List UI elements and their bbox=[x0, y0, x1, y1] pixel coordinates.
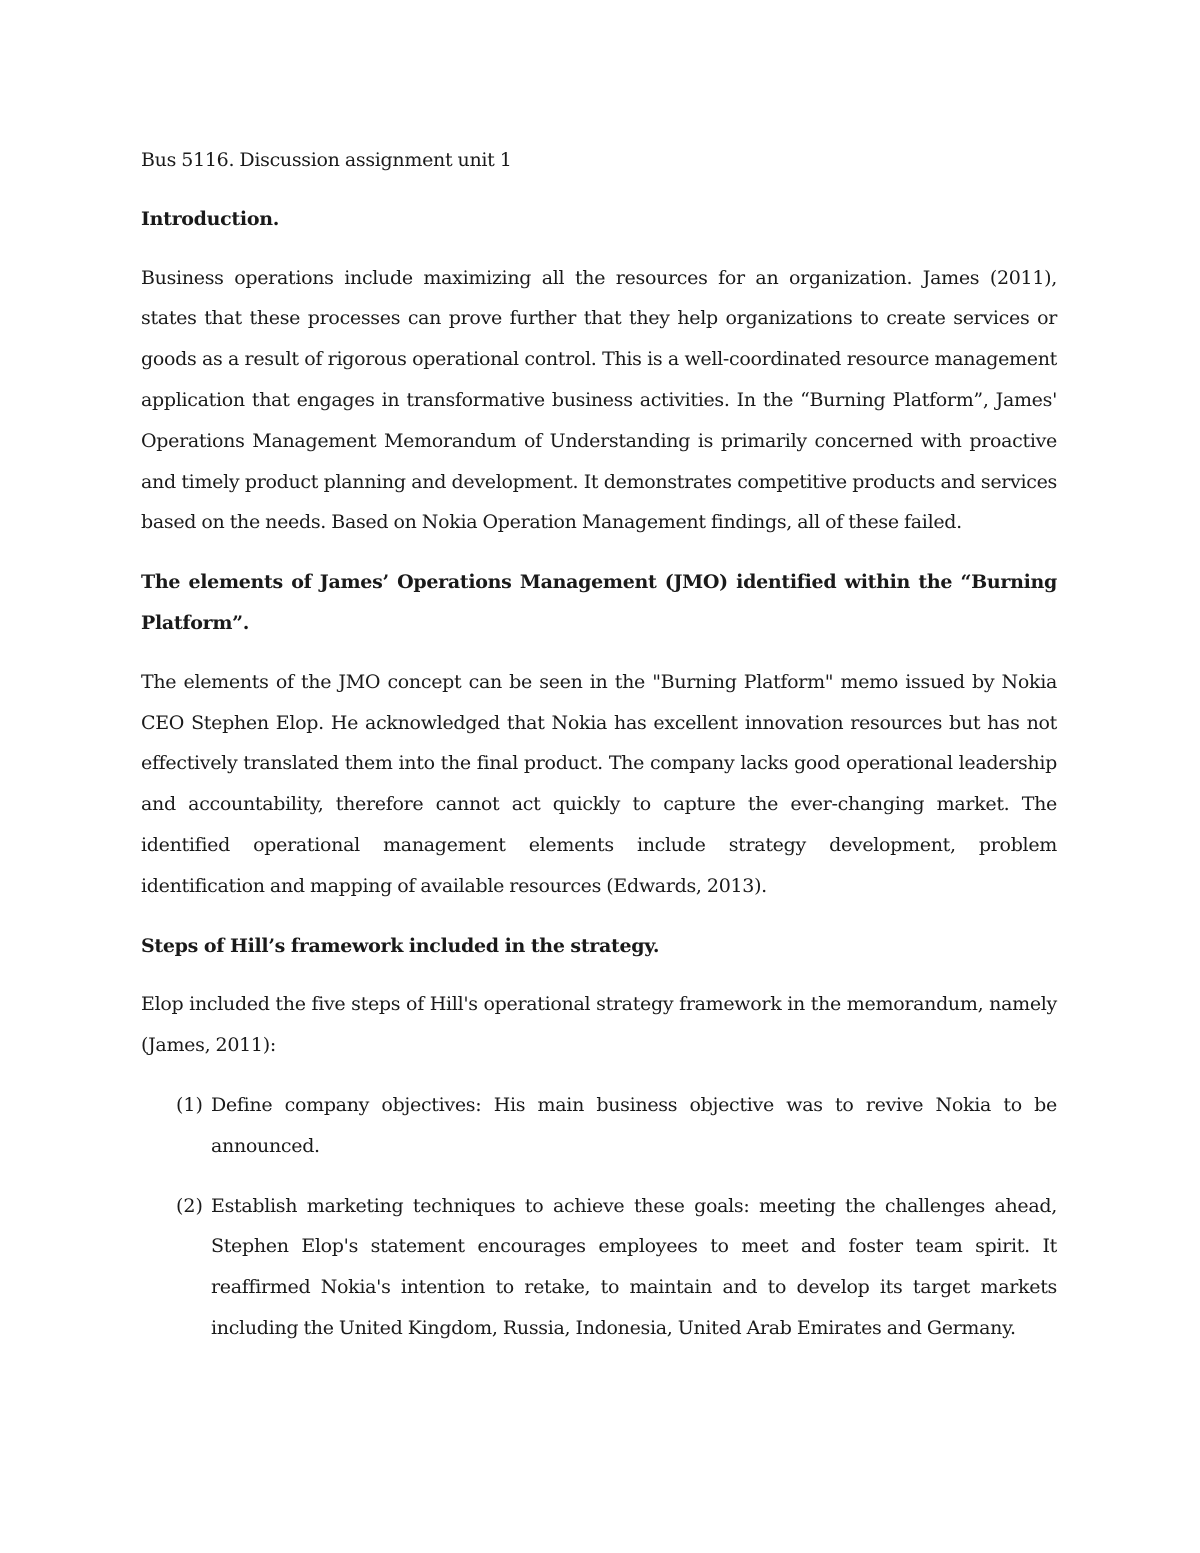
paragraph-introduction: Business operations include maximizing all the resources for an organization. James (2011), states that these processes can prove further that they help organizations to create services or goods as a result of rigorous operational control. This is a well-coordinated resource management application that engages in transformative business activities. In the “Burning Platform”, James' Operations Management Memorandum of Understanding is primarily concerned with proactive and timely product planning and development. It demonstrates competitive products and services based on the needs. Based on Nokia Operation Management findings, all of these failed. bbox=[141, 266, 1057, 534]
section-heading-jmo-elements: The elements of James’ Operations Management (JMO) identified within the “Burning Platform”. bbox=[141, 571, 1057, 634]
numbered-list bbox=[141, 1085, 1057, 1349]
section-heading-introduction: Introduction. bbox=[141, 207, 280, 230]
list-item bbox=[141, 1085, 1057, 1167]
document-title: Bus 5116. Discussion assignment unit 1 bbox=[141, 149, 512, 171]
list-item bbox=[141, 1186, 1057, 1349]
section-heading-hills-framework: Steps of Hill’s framework included in the strategy. bbox=[141, 934, 660, 957]
list-item-number: (1) bbox=[176, 1093, 203, 1116]
list-item-text: Establish marketing techniques to achieve these goals: meeting the challenges ahead, Stephen Elop's statement encourages employees to meet and foster team spirit. It reaffirmed Nokia's intention to retake, to maintain and to develop its target markets including the United Kingdom, Russia, Indonesia, United Arab Emirates and Germany. bbox=[211, 1194, 1057, 1339]
list-item-number: (2) bbox=[176, 1194, 203, 1217]
list-item-text: Define company objectives: His main business objective was to revive Nokia to be announced. bbox=[211, 1093, 1057, 1157]
document-page bbox=[141, 140, 1057, 1368]
paragraph-hills-framework: Elop included the five steps of Hill's operational strategy framework in the memorandum, namely (James, 2011): bbox=[141, 993, 1057, 1057]
paragraph-jmo-elements: The elements of the JMO concept can be seen in the "Burning Platform" memo issued by Nokia CEO Stephen Elop. He acknowledged that Nokia has excellent innovation resources but has not effectively translated them into the final product. The company lacks good operational leadership and accountability, therefore cannot act quickly to capture the ever-changing market. The identified operational management elements include strategy development, problem identification and mapping of available resources (Edwards, 2013). bbox=[141, 670, 1057, 897]
